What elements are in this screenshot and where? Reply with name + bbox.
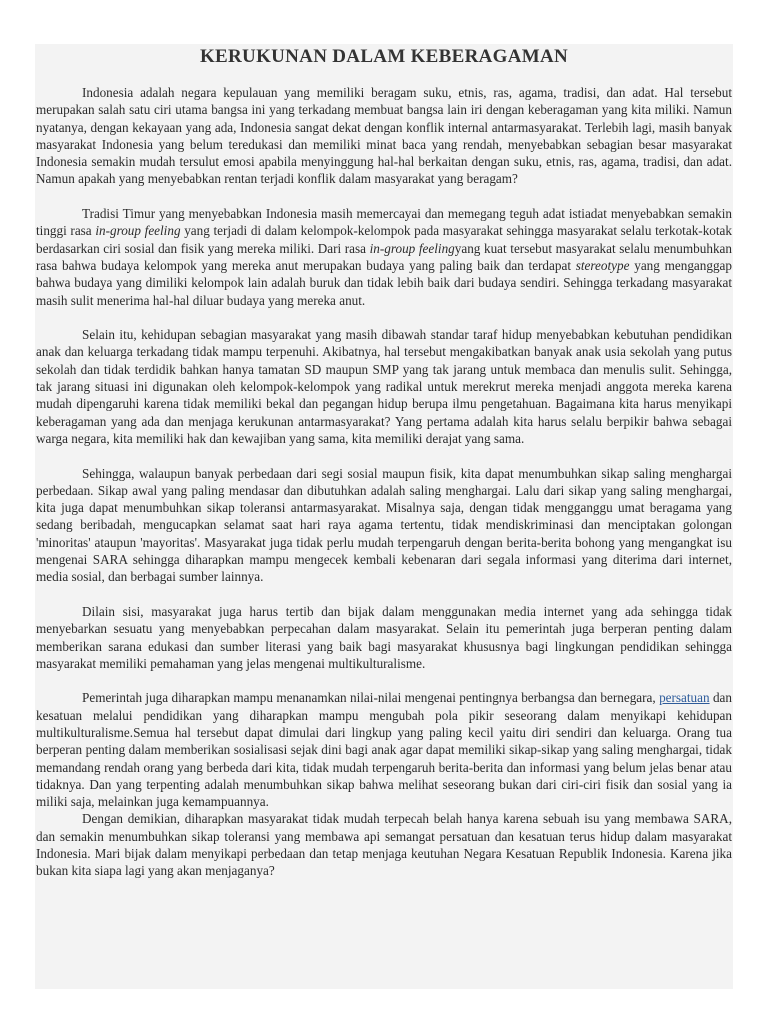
paragraph-4: Sehingga, walaupun banyak perbedaan dari segi sosial maupun fisik, kita dapat menumbuhkan sikap saling menghargai perbedaan. Sikap awal yang paling mendasar dan dibutuhkan adalah saling menghargai. Lalu dari sikap yang saling menghargai, kita juga dapat menumbuhkan sikap toleransi antarmasyarakat. Misalnya saja, dengan tidak mengganggu umat beragama yang sedang beribadah, mengucapkan selamat saat hari raya agama tertentu, tidak mendiskriminasi dan menciptakan golongan 'minoritas' ataupun 'mayoritas'. Masyarakat juga tidak perlu mudah terpengaruh dengan berita-berita bohong yang mengangkat isu mengenai SARA sehingga diharapkan mampu mengecek kembali kebenaran dari segala informasi yang diterima dari internet, media sosial, dan berbagai sumber lainnya. xyxy=(36,465,732,585)
persatuan-link[interactable]: persatuan xyxy=(659,690,710,706)
paragraph-6-text-1: Pemerintah juga diharapkan mampu menanamkan nilai-nilai mengenai pentingnya berbangsa dan bernegara, xyxy=(82,690,660,706)
paragraph-2-emphasis-1: in-group feeling xyxy=(95,223,181,239)
paragraph-2-text-2: yang terjadi di dalam kelompok-kelompok pada masyarakat sehingga masyarakat selalu terkotak-kotak berdasarkan ciri sosial dan fisik yang mereka miliki. Dari rasa xyxy=(36,223,732,256)
paragraph-2-emphasis-2: in-group feeling xyxy=(369,240,455,256)
paragraph-6 xyxy=(36,689,732,810)
paragraph-2-emphasis-3: stereotype xyxy=(575,257,630,273)
paragraph-5: Dilain sisi, masyarakat juga harus tertib dan bijak dalam menggunakan media internet yang ada sehingga tidak menyebarkan sesuatu yang menyebabkan perpecahan dalam masyarakat. Selain itu pemerintah juga berperan penting dalam memberikan sarana edukasi dan sumber literasi yang baik bagi masyarakat khususnya bagi lingkungan pendidikan sehingga masyarakat memiliki pemahaman yang jelas mengenai multikulturalisme. xyxy=(36,603,732,671)
paragraph-7: Dengan demikian, diharapkan masyarakat tidak mudah terpecah belah hanya karena sebuah isu yang membawa SARA, dan semakin menumbuhkan sikap toleransi yang membawa api semangat persatuan dan kesatuan terus hidup dalam masyarakat Indonesia. Mari bijak dalam menyikapi perbedaan dan tetap menjaga keutuhan Negara Kesatuan Republik Indonesia. Karena jika bukan kita siapa lagi yang akan menjaganya? xyxy=(36,811,732,879)
paragraph-3: Selain itu, kehidupan sebagian masyarakat yang masih dibawah standar taraf hidup menyebabkan kebutuhan pendidikan anak dan keluarga terkadang tidak mampu terpenuhi. Akibatnya, hal tersebut mengakibatkan banyak anak usia sekolah yang putus sekolah dan tidak terdidik bahkan hanya tamatan SD maupun SMP yang tak jarang untuk membaca dan menulis sulit. Sehingga, tak jarang situasi ini digunakan oleh kelompok-kelompok yang radikal untuk merekrut mereka menjadi anggota mereka karena mudah dipengaruhi karena tidak memiliki bekal dan pegangan hidup berupa ilmu pengetahuan. Bagaimana kita harus menyikapi keberagaman yang ada dan menjaga kerukunan antarmasyarakat? Yang pertama adalah kita harus selalu berpikir bahwa sebagai warga negara, kita memiliki hak dan kewajiban yang sama, kita memiliki derajat yang sama. xyxy=(36,327,732,446)
document-title: KERUKUNAN DALAM KEBERAGAMAN xyxy=(199,46,569,67)
paragraph-6-text-2: dan kesatuan melalui pendidikan yang diharapkan mampu mengubah pola pikir seseorang dalam menyikapi kehidupan multikulturalisme.Semua hal tersebut dapat dimulai dari lingkup yang paling kecil yaitu diri sendiri dan keluarga. Orang tua berperan penting dalam memberikan sosialisasi sejak dini bagi anak agar dapat memiliki sikap-sikap yang saling menghargai, tidak memandang rendah orang yang berbeda dari kita, tidak mudah terpengaruh berita-berita dan informasi yang belum jelas benar atau tidaknya. Dan yang terpenting adalah menumbuhkan sikap bahwa melihat seseorang bukan dari ciri-ciri fisik dan sosial yang ia miliki saja, melainkan juga kemampuannya. xyxy=(36,690,732,810)
document-body xyxy=(36,84,732,880)
paragraph-2-text-1: Tradisi Timur yang menyebabkan Indonesia masih memercayai dan memegang teguh adat istiadat menyebabkan semakin tinggi rasa xyxy=(36,206,732,239)
paragraph-2-text-4: yang menganggap bahwa budaya yang dimiliki kelompok lain adalah buruk dan tidak lebih baik dari budaya sendiri. Sehingga terkadang masyarakat masih sulit menerima hal-hal diluar budaya yang mereka anut. xyxy=(36,257,733,308)
paragraph-2 xyxy=(36,205,732,309)
paragraph-1: Indonesia adalah negara kepulauan yang memiliki beragam suku, etnis, ras, agama, tradisi, dan adat. Hal tersebut merupakan salah satu ciri utama bangsa ini yang terkadang membuat bangsa lain iri dengan keberagaman yang kita miliki. Namun nyatanya, dengan kekayaan yang ada, Indonesia sangat dekat dengan konflik internal antarmasyarakat. Terlebih lagi, masih banyak masyarakat Indonesia yang belum teredukasi dan memiliki minat baca yang rendah, menyebabkan sebagian besar masyarakat Indonesia semakin mudah tersulut emosi apabila menyinggung hal-hal berkaitan dengan suku, etnis, ras, agama, tradisi, dan adat. Namun apakah yang menyebabkan rentan terjadi konflik dalam masyarakat yang beragam? xyxy=(36,85,732,187)
document-page xyxy=(35,44,733,989)
paragraph-2-text-3: yang kuat tersebut masyarakat selalu menumbuhkan rasa bahwa budaya kelompok yang mereka anut merupakan budaya yang paling baik dan terdapat xyxy=(36,240,732,273)
